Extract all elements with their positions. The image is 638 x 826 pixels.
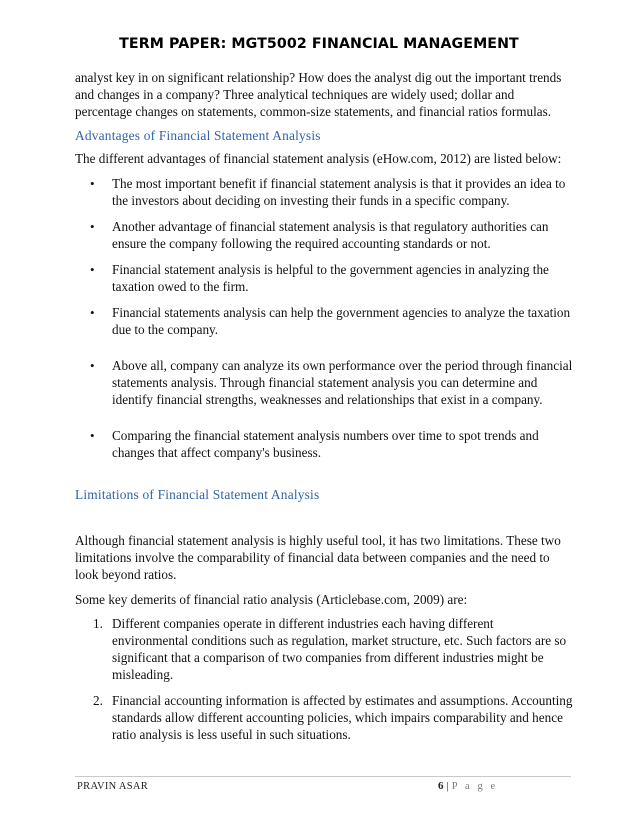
section-heading-advantages: Advantages of Financial Statement Analysis	[75, 128, 321, 143]
list-item-text: Different companies operate in different industries each having different environmental conditions such as regulation, market structure, etc. Such factors are so significant that a comparison of two companies from different industries might be misleading.	[112, 616, 567, 682]
list-item: • Another advantage of financial statement analysis is that regulatory authorities can ensure the company following the required accounting standards or not.	[75, 218, 573, 252]
page-title: TERM PAPER: MGT5002 FINANCIAL MANAGEMENT	[119, 36, 519, 52]
section-heading-limitations: Limitations of Financial Statement Analysis	[75, 487, 320, 502]
page-body	[75, 69, 573, 752]
opening-paragraph: analyst key in on significant relationship? How does the analyst dig out the important trends and changes in a company? Three analytical techniques are widely used; dollar and percentage changes on statements, common-size statements, and financial ratios formulas.	[75, 70, 562, 119]
advantages-list	[75, 175, 573, 461]
footer-divider	[75, 776, 571, 777]
list-number: 1.	[93, 616, 103, 631]
list-item: • Financial statement analysis is helpful to the government agencies in analyzing the taxation owed to the firm.	[75, 261, 573, 295]
footer-page-indicator	[438, 780, 498, 792]
demerits-intro: Some key demerits of financial ratio analysis (Articlebase.com, 2009) are:	[75, 592, 468, 607]
list-item: • Above all, company can analyze its own performance over the period through financial statements analysis. Through financial statement analysis you can determine and identify financial strengths, weaknesses and relationships that exist in a company.	[75, 357, 573, 408]
limitations-paragraph: Although financial statement analysis is highly useful tool, it has two limitations. These two limitations involve the comparability of financial data between companies and the need to look beyond ratios.	[75, 533, 561, 582]
list-number: 2.	[93, 693, 103, 708]
list-item	[75, 692, 573, 743]
list-item: • Financial statements analysis can help the government agencies to analyze the taxation due to the company.	[75, 304, 573, 338]
page-label: P a g e	[451, 781, 498, 792]
page-separator: |	[446, 780, 449, 792]
footer-author: PRAVIN ASAR	[77, 781, 149, 792]
list-item-text: Financial accounting information is affected by estimates and assumptions. Accounting standards allow different accounting policies, which impairs comparability and hence ratio analysis is less useful in such situations.	[112, 693, 573, 742]
list-item	[75, 615, 573, 683]
list-item: • The most important benefit if financial statement analysis is that it provides an idea to the investors about deciding on investing their funds in a specific company.	[75, 175, 573, 209]
list-item: • Comparing the financial statement analysis numbers over time to spot trends and changes that affect company's business.	[75, 427, 573, 461]
advantages-intro: The different advantages of financial statement analysis (eHow.com, 2012) are listed below:	[75, 151, 562, 166]
page-number: 6	[438, 780, 444, 792]
demerits-list	[75, 615, 573, 743]
